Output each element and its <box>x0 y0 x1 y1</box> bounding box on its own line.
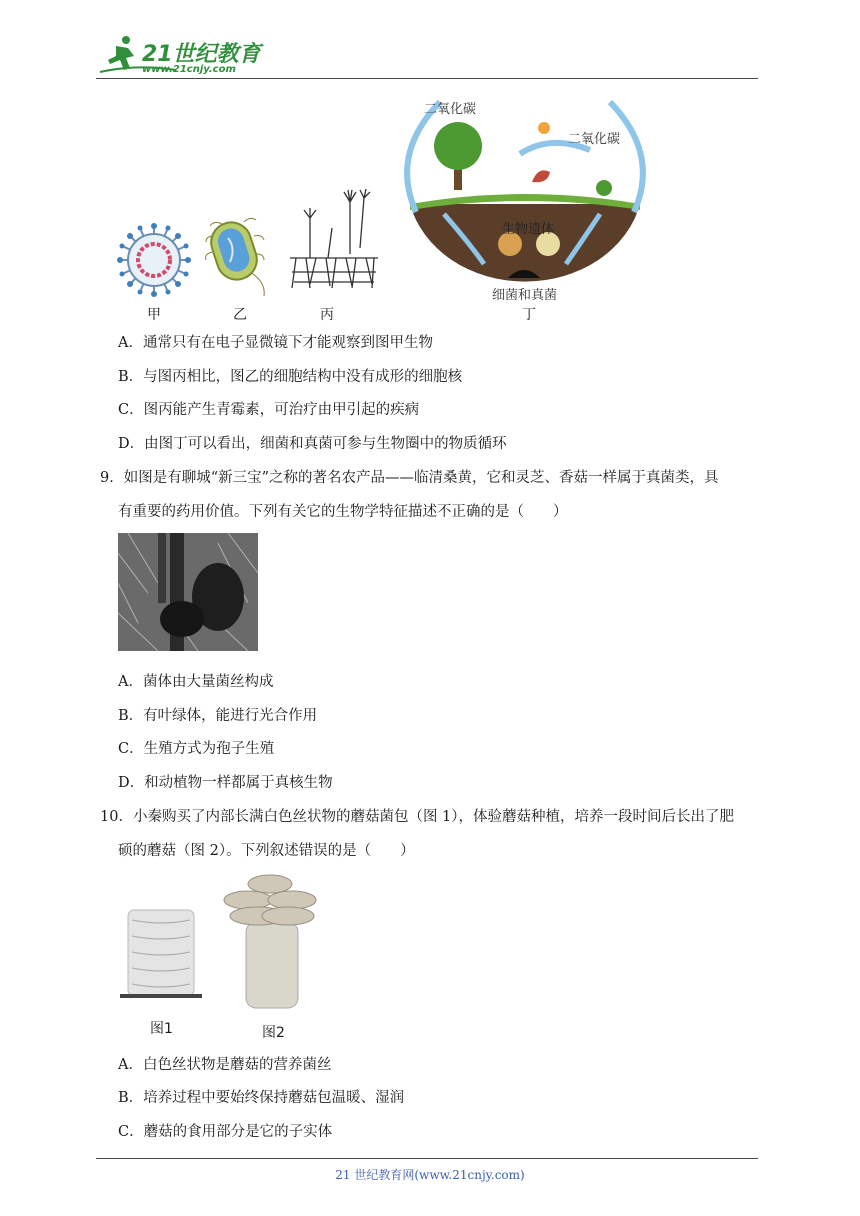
q8-option-d: D．由图丁可以看出，细菌和真菌可参与生物圈中的物质循环 <box>118 436 507 452</box>
carbon-cycle-diagram <box>400 94 650 294</box>
label-co2-left: 二氧化碳 <box>424 102 477 117</box>
mold-illustration <box>288 188 380 294</box>
q10-stem-line2: 硕的蘑菇（图 2）。下列叙述错误的是（ ） <box>118 843 415 859</box>
q9-option-d: D．和动植物一样都属于真核生物 <box>118 775 333 791</box>
fig1-label: 图1 <box>150 1021 173 1037</box>
q10-option-a: A．白色丝状物是蘑菇的营养菌丝 <box>118 1057 332 1073</box>
q9-stem-line2: 有重要的药用价值。下列有关它的生物学特征描述不正确的是（ ） <box>118 504 568 520</box>
mushroom-bag-photo <box>118 906 204 1002</box>
q8-option-c: C．图丙能产生青霉素，可治疗由甲引起的疾病 <box>118 402 420 418</box>
fig2-label: 图2 <box>262 1025 285 1041</box>
label-ding: 丁 <box>522 307 536 323</box>
footer-text: 21 世纪教育网(www.21cnjy.com) <box>335 1168 525 1182</box>
label-jia: 甲 <box>147 307 161 323</box>
label-decomposers: 细菌和真菌 <box>492 288 558 303</box>
q8-option-a: A．通常只有在电子显微镜下才能观察到图甲生物 <box>118 335 433 351</box>
header-divider <box>96 78 758 79</box>
q9-stem-line1: 9．如图是有聊城“新三宝”之称的著名农产品——临清桑黄，它和灵芝、香菇一样属于真菌类，具 <box>100 470 719 486</box>
q9-option-a: A．菌体由大量菌丝构成 <box>118 674 274 690</box>
sanghuang-photo <box>118 533 258 651</box>
label-yi: 乙 <box>233 307 247 323</box>
logo-url: www.21cnjy.com <box>142 64 236 75</box>
q9-option-c: C．生殖方式为孢子生殖 <box>118 741 275 757</box>
q9-option-b: B．有叶绿体，能进行光合作用 <box>118 708 318 724</box>
bacterium-illustration <box>204 216 276 298</box>
q10-stem-line1: 10．小秦购买了内部长满白色丝状物的蘑菇菌包（图 1），体验蘑菇种植，培养一段时间后长出了肥 <box>100 809 735 825</box>
label-bing: 丙 <box>320 307 334 323</box>
virus-illustration <box>116 222 192 298</box>
footer-divider <box>96 1158 758 1159</box>
label-remains: 生物遗体 <box>502 222 555 237</box>
q8-option-b: B．与图丙相比，图乙的细胞结构中没有成形的细胞核 <box>118 369 463 385</box>
mushroom-grown-photo <box>218 870 322 1012</box>
q10-option-b: B．培养过程中要始终保持蘑菇包温暖、湿润 <box>118 1090 405 1106</box>
logo-text: 21世纪教育 <box>142 42 261 67</box>
q10-option-c: C．蘑菇的食用部分是它的子实体 <box>118 1124 333 1140</box>
label-co2-right: 二氧化碳 <box>568 132 621 147</box>
